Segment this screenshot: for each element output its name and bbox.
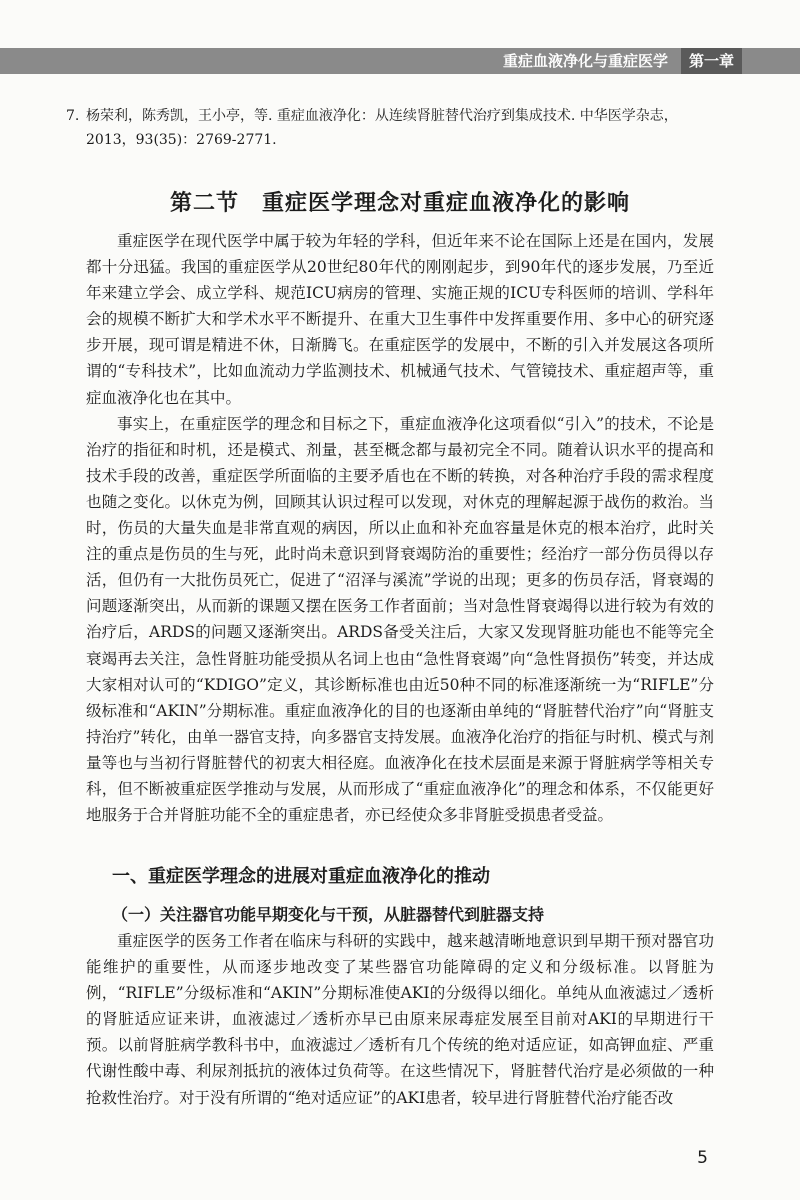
subsection-body — [86, 928, 714, 1111]
paragraph-1: 重症医学在现代医学中属于较为年轻的学科，但近年来不论在国际上还是在国内，发展都十分迅猛。我国的重症医学从20世纪80年代的刚刚起步，到90年代的逐步发展，乃至近年来建立学会、成立学科、规范ICU病房的管理、实施正规的ICU专科医师的培训、学科年会的规模不断扩大和学术水平不断提升、在重大卫生事件中发挥重要作用、多中心的研究逐步开展，现可谓是精进不休，日渐腾飞。在重症医学的发展中，不断的引入并发展这各项所谓的“专科技术”，比如血流动力学监测技术、机械通气技术、气管镜技术、重症超声等，重症血液净化也在其中。 — [86, 232, 714, 407]
subsection-heading: 一、重症医学理念的进展对重症血液净化的推动 — [112, 866, 490, 887]
page-number: 5 — [697, 1148, 708, 1168]
sub-subsection-heading: （一）关注器官功能早期变化与干预，从脏器替代到脏器支持 — [112, 905, 545, 924]
section-title: 第二节 重症医学理念对重症血液净化的影响 — [169, 191, 630, 216]
paragraph-2: 事实上，在重症医学的理念和目标之下，重症血液净化这项看似“引入”的技术，不论是治疗的指征和时机，还是模式、剂量，甚至概念都与最初完全不同。随着认识水平的提高和技术手段的改善，重症医学所面临的主要矛盾也在不断的转换，对各种治疗手段的需求程度也随之变化。以休克为例，回顾其认识过程可以发现，对休克的理解起源于战伤的救治。当时，伤员的大量失血是非常直观的病因，所以止血和补充血容量是休克的根本治疗，此时关注的重点是伤员的生与死，此时尚未意识到肾衰竭防治的重要性；经治疗一部分伤员得以存活，但仍有一大批伤员死亡，促进了“沼泽与溪流”学说的出现；更多的伤员存活，肾衰竭的问题逐渐突出，从而新的课题又摆在医务工作者面前；当对急性肾衰竭得以进行较为有效的治疗后，ARDS的问题又逐渐突出。ARDS备受关注后，大家又发现肾脏功能也不能等完全衰竭再去关注，急性肾脏功能受损从名词上也由“急性肾衰竭”向“急性肾损伤”转变，并达成大家相对认可的“KDIGO”定义，其诊断标准也由近50种不同的标准逐渐统一为“RIFLE”分级标准和“AKIN”分期标准。重症血液净化的目的也逐渐由单纯的“肾脏替代治疗”向“肾脏支持治疗”转化，由单一器官支持，向多器官支持发展。血液净化治疗的指征与时机、模式与剂量等也与当初行肾脏替代的初衷大相径庭。血液净化在技术层面是来源于肾脏病学等相关专科，但不断被重症医学推动与发展，从而形成了“重症血液净化”的理念和体系，不仅能更好地服务于合并肾脏功能不全的重症患者，亦已经使众多非肾脏受损患者受益。 — [86, 414, 714, 825]
reference-text: 杨荣利，陈秀凯，王小亭，等. 重症血液净化：从连续肾脏替代治疗到集成技术. 中华医学杂志，2013，93(35)：2769-2771. — [86, 108, 678, 148]
running-header — [0, 48, 800, 74]
paragraph-3: 重症医学的医务工作者在临床与科研的实践中，越来越清晰地意识到早期干预对器官功能维护的重要性，从而逐步地改变了某些器官功能障碍的定义和分级标准。以肾脏为例，“RIFLE”分级标准和“AKIN”分期标准使AKI的分级得以细化。单纯从血液滤过／透析的肾脏适应证来讲，血液滤过／透析亦早已由原来尿毒症发展至目前对AKI的早期进行干预。以前肾脏病学教科书中，血液滤过／透析有几个传统的绝对适应证，如高钾血症、严重代谢性酸中毒、利尿剂抵抗的液体过负荷等。在这些情况下，肾脏替代治疗是必须做的一种抢救性治疗。对于没有所谓的“绝对适应证”的AKI患者，较早进行肾脏替代治疗能否改 — [86, 932, 714, 1107]
chapter-label: 第一章 — [681, 48, 742, 74]
section-body — [86, 228, 714, 828]
reference-number: 7. — [66, 108, 80, 124]
running-header-title: 重症血液净化与重症医学 — [502, 52, 668, 70]
reference-entry — [66, 104, 726, 152]
